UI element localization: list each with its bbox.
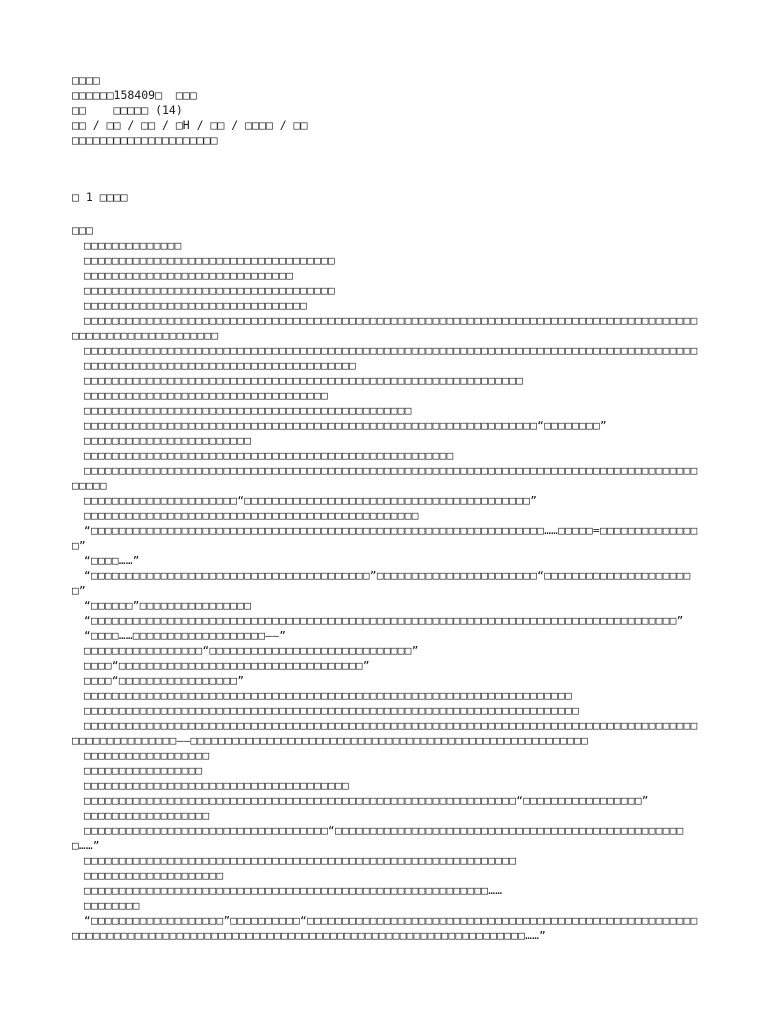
paragraph: “□□□□……□□□□□□□□□□□□□□□□□□□——”: [84, 629, 287, 642]
paragraph: □□□□□□□□□□□□□□□□□□: [84, 749, 210, 762]
paragraph: □□□□□□□□□□□□□□□□□□□□□□□□□□□□□□□□□□□□□□□□□□□□□□□□□□□□□□□□□□□□□□□: [84, 374, 524, 387]
paragraph: “□□□□□□□□□□□□□□□□□□□□□□□□□□□□□□□□□□□□□□□□□□□□□□□□□□□□□□□□□□□□□□□□□……□□□□□=□□□□□□□□□□□□□□□”: [72, 524, 698, 552]
paragraph: □□□□□□□□□□□□□□□□□□□□□□□□□□□□□□□□□□□“□□□□□□□□□□□□□□□□□□□□□□□□□□□□□□□□□□□□□□□□□□□□□□□□□□□……”: [72, 824, 684, 852]
document-page: [72, 73, 704, 943]
paragraph: □□□□□□□□□□□□□□□□□□□□□□□□□□□□□□□□□□□□□□□□□□□□□□□□□□□□□□□□□□□□□□□□□□□□□□□□□□□□□□□□□□□□□□□□□□□□□: [72, 464, 698, 492]
paragraph: □□□□□□□□□□□□□□□□□□□□□□□□□□□□□□□□□□□□□□□□□□□□□□□□□□□□□□□□□□……: [84, 884, 503, 897]
paragraph: “□□□□□□□□□□□□□□□□□□□□□□□□□□□□□□□□□□□□□□□□”□□□□□□□□□□□□□□□□□□□□□□□“□□□□□□□□□□□□□□□□□□□□□□”: [72, 569, 691, 597]
paragraph: □□□□□□□□□□□□□□□□□□□□□□□□□□□□□□□□□□□□□□□□□□□□□□□□□□□□□□□□□□□□□□“□□□□□□□□□□□□□□□□□”: [84, 794, 649, 807]
paragraph: □□□□□□□□□□□□□□□□□□□□□□□□□□□□□□□□□□□□□□□□□□□□□□□□□□□□□: [84, 449, 454, 462]
paragraph: □□□□□□□□□□□□□□□□□□□□□□□□□□□□□□: [84, 269, 294, 282]
paragraph: □□□□□□□□□□□□□□□□□□□□□□□□□□□□□□□□□□□□□□□□□□□□□□□□□□□□□□□□□□□□□□□□□□□□□□□: [84, 704, 580, 717]
paragraph: “□□□□□□□□□□□□□□□□□□□”□□□□□□□□□□“□□□□□□□□□□□□□□□□□□□□□□□□□□□□□□□□□□□□□□□□□□□□□□□□□□□□□□□□□□□□□□□□□□□□□□□□□□□□□□□□□□□□□□□□□□□□□□□□□□□□□□□□□□□□□□□□□□□□□□□□□……”: [72, 914, 698, 942]
paragraph: □□□□□□□□□□□□□□□□□□□□□□□□□□□□□□□□□□□□□□□□□□□□□□□□□□□□□□□□□□□□□□□□□□□□□□□□□□□□□□□□□□□□□□□□□□□□□□□□□□□□□□□□□□□□□: [72, 314, 698, 342]
paragraph: □□□□“□□□□□□□□□□□□□□□□□□□□□□□□□□□□□□□□□□□”: [84, 659, 370, 672]
paragraph: □□□□□□□□□□□□□□□□□□: [84, 809, 210, 822]
paragraph: □□□□□□□□□□□□□□□□□□□□□□□□□□□□□□□□: [84, 299, 308, 312]
paragraph: “□□□□□□”□□□□□□□□□□□□□□□□: [84, 599, 252, 612]
paragraph: □□□□□□□□□□□□□□□□□□□□□□□□□□□□□□□□□□□□□□: [84, 779, 349, 792]
paragraph: □□□□□□□□□□□□□□□□□□□□□□“□□□□□□□□□□□□□□□□□□□□□□□□□□□□□□□□□□□□□□□□□”: [84, 494, 538, 507]
paragraph: □□□□□□□□□□□□□□□□□□□□□□□□□□□□□□□□□□□□□□□□□□□□□□□□: [84, 509, 419, 522]
paragraph: □□□□□□□□□□□□□□□□□□□□□□□□□□□□□□□□□□□□□□□□□□□□□□□□□□□□□□□□□□□□□□□□□□□□□□□□□□□□□□□□□□□□□□□□□□□□□□□□□□□□□□□——□□□□□□□□□□□□□□□□□□□□□□□□□□□□□□□□□□□□□□□□□□□□□□□□□□□□□□□□□: [72, 719, 698, 747]
body-text: [72, 238, 704, 943]
paragraph: □□□□□□□□□□□□□□□□□□□□: [84, 869, 224, 882]
paragraph: “□□□□……”: [84, 554, 140, 567]
section-label: □□□: [72, 223, 93, 237]
paragraph: □□□□□□□□: [84, 899, 140, 912]
paragraph: □□□□□□□□□□□□□□□□□: [84, 764, 203, 777]
paragraph: □□□□□□□□□□□□□□□□□□□□□□□□□□□□□□□□□□□□□□□□□□□□□□□□□□□□□□□□□□□□□□□□□“□□□□□□□□”: [84, 419, 607, 432]
chapter-title: □ 1 □□□□: [72, 190, 128, 204]
paragraph: □□□□□□□□□□□□□□□□□□□□□□□□: [84, 434, 252, 447]
paragraph: □□□□□□□□□□□□□□□□□“□□□□□□□□□□□□□□□□□□□□□□□□□□□□□”: [84, 644, 419, 657]
paragraph: □□□□□□□□□□□□□□□□□□□□□□□□□□□□□□□□□□□□: [84, 284, 336, 297]
paragraph: □□□□□□□□□□□□□□□□□□□□□□□□□□□□□□□□□□□: [84, 389, 329, 402]
paragraph: □□□□□□□□□□□□□□: [84, 239, 182, 252]
paragraph: □□□□“□□□□□□□□□□□□□□□□□”: [84, 674, 245, 687]
document-header: □□□□: [72, 73, 100, 87]
paragraph: □□□□□□□□□□□□□□□□□□□□□□□□□□□□□□□□□□□□□□□: [84, 359, 356, 372]
document-metadata: [72, 73, 704, 148]
paragraph: □□□□□□□□□□□□□□□□□□□□□□□□□□□□□□□□□□□□□□□□□□□□□□□□□□□□□□□□□□□□□□: [84, 854, 517, 867]
paragraph: □□□□□□□□□□□□□□□□□□□□□□□□□□□□□□□□□□□□□□□□□□□□□□□□□□□□□□□□□□□□□□□□□□□□□□□□□□□□□□□□□□□□□□□□: [84, 344, 698, 357]
paragraph: □□□□□□□□□□□□□□□□□□□□□□□□□□□□□□□□□□□□□□□□□□□□□□□: [84, 404, 412, 417]
paragraph: □□□□□□□□□□□□□□□□□□□□□□□□□□□□□□□□□□□□□□□□□□□□□□□□□□□□□□□□□□□□□□□□□□□□□□: [84, 689, 573, 702]
paragraph: “□□□□□□□□□□□□□□□□□□□□□□□□□□□□□□□□□□□□□□□□□□□□□□□□□□□□□□□□□□□□□□□□□□□□□□□□□□□□□□□□□□□□”: [84, 614, 684, 627]
author-line: □□ □□□□□ (14): [72, 103, 183, 117]
summary-line: □□□□□□□□□□□□□□□□□□□□□: [72, 133, 218, 147]
paragraph: □□□□□□□□□□□□□□□□□□□□□□□□□□□□□□□□□□□□: [84, 254, 336, 267]
document-id-line: □□□□□□158409□ □□□: [72, 88, 197, 102]
tag-list: □□ / □□ / □□ / □H / □□ / □□□□ / □□: [72, 118, 308, 132]
